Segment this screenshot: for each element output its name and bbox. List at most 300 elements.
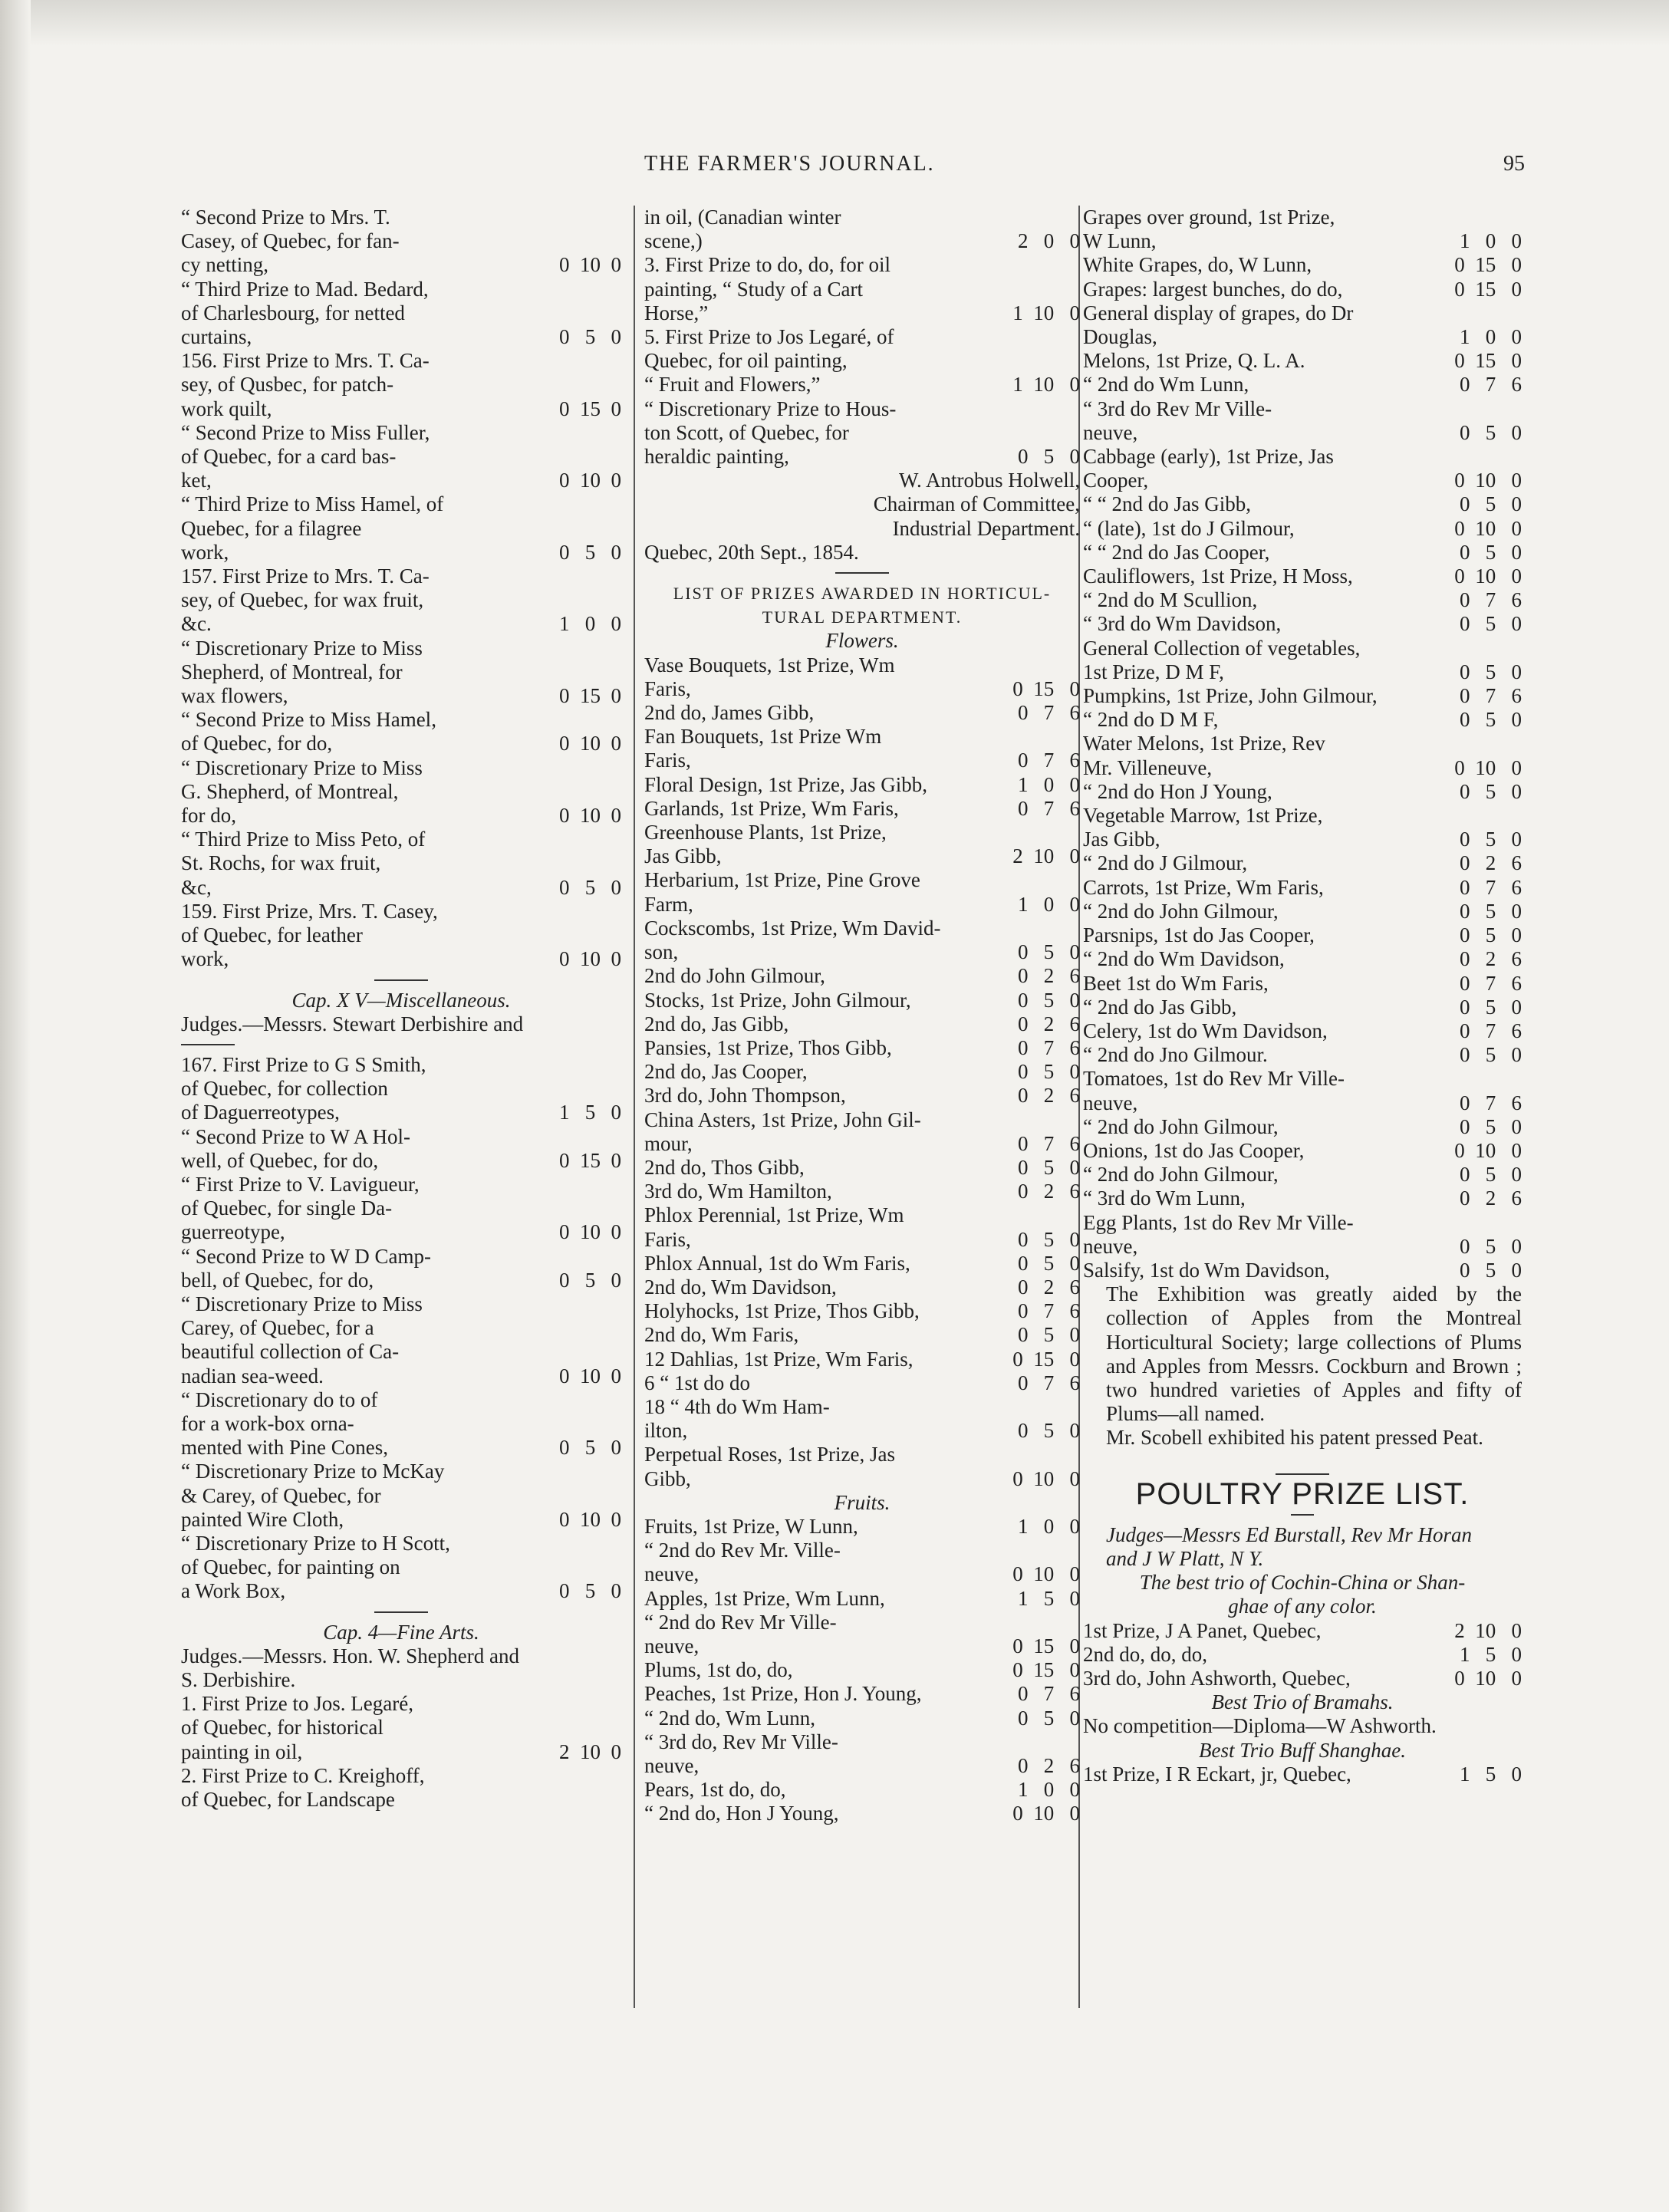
prize-amount: 0 7 6 [1460,588,1522,612]
class-heading: Best Trio Buff Shanghae. [1199,1738,1406,1762]
prize-description: “ 2nd do Wm Davidson, [1083,947,1285,971]
prize-entry [181,1053,621,1125]
prize-list [644,653,1080,1491]
prize-description: “ 3rd do Rev Mr Ville- neuve, [1083,397,1272,444]
section-divider [1276,1473,1329,1475]
prize-description: “ 2nd do D M F, [1083,708,1219,732]
exhibition-note: The Exhibition was greatly aided by the collection of Apples from the Montreal Horticultural Society; large collections of Plums and Apples from Messrs. Cockburn and Brown ; two hundred varieties of Apples and fifty of Plums—all named. [1106,1282,1522,1426]
prize-entry [181,349,621,421]
prize-amount: 0 5 0 [1018,1419,1080,1443]
prize-description: Pears, 1st do, do, [644,1778,786,1802]
prize-amount: 0 5 0 [1460,1043,1522,1067]
prize-entry [181,492,621,565]
prize-amount: 0 15 0 [559,1148,621,1172]
prize-description: 5. First Prize to Jos Legaré, of Quebec, for oil painting, “ Fruit and Flowers,” [644,325,894,397]
prize-description: 167. First Prize to G S Smith, of Quebec, for collection of Daguerreotypes, [181,1052,426,1124]
prize-amount: 1 5 0 [1018,1586,1080,1610]
prize-entry [1083,253,1522,277]
prize-amount: 0 7 6 [1460,373,1522,397]
prize-amount: 0 15 0 [1012,1658,1080,1682]
prize-entry [644,1156,1080,1180]
prize-entry [644,1012,1080,1036]
prize-amount: 0 5 0 [1460,420,1522,444]
prize-description: “ “ 2nd do Jas Gibb, [1083,492,1251,516]
prize-description: “ “ 2nd do Jas Cooper, [1083,540,1270,564]
prize-description: “ (late), 1st do J Gilmour, [1083,516,1295,540]
prize-entry [181,900,621,972]
prize-amount: 0 2 6 [1460,947,1522,971]
section-divider [1291,1514,1314,1516]
prize-description: 12 Dahlias, 1st Prize, Wm Faris, [644,1347,914,1371]
prize-amount: 0 15 0 [1012,1634,1080,1657]
prize-description: 3rd do, John Thompson, [644,1084,846,1108]
prize-entry [1083,565,1522,588]
prize-entry [1083,301,1522,349]
prize-entry [644,397,1080,469]
prize-entry [644,1203,1080,1251]
prize-description: Pumpkins, 1st Prize, John Gilmour, [1083,684,1378,708]
prize-amount: 0 7 6 [1460,875,1522,899]
prize-amount: 0 10 0 [1454,516,1522,540]
prize-description: Parsnips, 1st do Jas Cooper, [1083,923,1315,947]
prize-amount: 0 10 0 [1454,755,1522,779]
prize-entry [644,821,1080,868]
prize-amount: 0 10 0 [1012,1802,1080,1825]
prize-entry [644,773,1080,797]
prize-amount: 0 2 6 [1460,1187,1522,1210]
prize-amount: 1 10 0 [1012,373,1080,397]
judges-line: Judges.—Messrs. Hon. W. Shepherd and S. Derbishire. [181,1644,519,1691]
prize-entry [644,1323,1080,1347]
prize-amount: 1 10 0 [1012,301,1080,324]
prize-description: General Collection of vegetables, 1st Prize, D M F, [1083,636,1361,683]
prize-description: “ Discretionary Prize to Miss Shepherd, of Montreal, for wax flowers, [181,636,423,708]
prize-description: Grapes: largest bunches, do do, [1083,277,1343,301]
prize-entry [644,917,1080,964]
prize-description: Melons, 1st Prize, Q. L. A. [1083,349,1305,373]
prize-amount: 0 5 0 [559,1268,621,1292]
prize-amount: 0 7 6 [1460,971,1522,995]
prize-amount: 0 5 0 [1018,940,1080,964]
prize-list [181,1692,621,1812]
prize-amount: 0 5 0 [1460,1234,1522,1258]
prize-description: “ 3rd do Wm Davidson, [1083,612,1282,636]
prize-description: “ Second Prize to W A Hol- well, of Quebec, for do, [181,1124,410,1172]
prize-entry [1083,517,1522,541]
prize-entry [644,1060,1080,1084]
prize-entry [644,1587,1080,1611]
prize-entry [644,1707,1080,1730]
prize-description: Salsify, 1st do Wm Davidson, [1083,1258,1330,1282]
prize-entry [644,1730,1080,1778]
signature-block: W. Antrobus Holwell, Chairman of Committee, Industrial Department. [873,469,1080,540]
prize-amount: 0 10 0 [559,804,621,828]
prize-description: Cockscombs, 1st Prize, Wm David- son, [644,916,941,964]
prize-entry [1083,708,1522,732]
prize-entry [644,206,1080,253]
prize-entry [1083,1067,1522,1114]
prize-amount: 0 5 0 [1018,1155,1080,1179]
prize-entry [644,1348,1080,1371]
prize-entry [1083,492,1522,516]
prize-amount: 0 5 0 [1460,779,1522,803]
prize-entry [1083,923,1522,947]
prize-description: China Asters, 1st Prize, John Gil- mour, [644,1108,921,1155]
peat-note: Mr. Scobell exhibited his patent pressed Peat. [1106,1426,1483,1450]
prize-amount: 0 5 0 [1018,1251,1080,1275]
prize-description: “ Discretionary Prize to Miss Carey, of Quebec, for a beautiful collection of Ca- nadian sea-weed. [181,1292,423,1387]
prize-entry [644,1611,1080,1658]
prize-description: “ Third Prize to Mad. Bedard, of Charlesbourg, for netted curtains, [181,277,429,349]
poultry-heading: POULTRY PRIZE LIST. [1135,1476,1470,1511]
page-number: 95 [1503,152,1525,176]
prize-amount: 0 7 6 [1460,1091,1522,1114]
prize-amount: 1 0 0 [559,612,621,636]
prize-amount: 0 5 0 [1460,1114,1522,1138]
prize-description: 159. First Prize, Mrs. T. Casey, of Quebec, for leather work, [181,899,438,971]
prize-description: Pansies, 1st Prize, Thos Gibb, [644,1035,892,1059]
prize-entry [1083,1259,1522,1282]
prize-description: Fan Bouquets, 1st Prize Wm Faris, [644,725,882,772]
prize-amount: 0 5 0 [1018,1323,1080,1347]
prize-entry [644,1371,1080,1395]
prize-amount: 1 5 0 [559,1101,621,1124]
class-heading: The best trio of Cochin-China or Shan- ghae of any color. [1139,1571,1466,1618]
prize-amount: 0 10 0 [559,1364,621,1387]
prize-description: “ Third Prize to Miss Hamel, of Quebec, for a filagree work, [181,492,444,564]
prize-amount: 0 5 0 [559,1579,621,1603]
prize-amount: 0 5 0 [1460,899,1522,923]
subsection-heading: Flowers. [825,629,899,653]
prize-entry [181,1173,621,1245]
prize-entry [644,868,1080,916]
chapter-heading: Cap. 4—Fine Arts. [323,1620,479,1644]
prize-description: “ Discretionary Prize to Hous- ton Scott, of Quebec, for heraldic painting, [644,397,897,469]
scan-edge-left [0,0,31,2212]
prize-description: 2nd do, Jas Gibb, [644,1012,789,1035]
prize-description: “ 2nd do, Hon J Young, [644,1802,839,1825]
prize-description: Greenhouse Plants, 1st Prize, Jas Gibb, [644,821,887,868]
prize-amount: 0 5 0 [559,875,621,899]
prize-description: 2nd do, James Gibb, [644,701,815,725]
prize-amount: 0 10 0 [559,947,621,971]
prize-entry [1083,1619,1522,1643]
prize-entry [1083,684,1522,708]
prize-entry [1083,637,1522,684]
prize-description: “ 2nd do Jno Gilmour. [1083,1043,1268,1067]
section-divider [374,979,428,981]
prize-entry [1083,947,1522,971]
prize-amount: 0 2 6 [1018,1180,1080,1203]
prize-entry [644,1180,1080,1203]
prize-entry [1083,1043,1522,1067]
prize-amount: 0 5 0 [1460,492,1522,516]
prize-description: “ Third Prize to Miss Peto, of St. Rochs, for wax fruit, &c, [181,828,426,899]
prize-description: 2nd do, Wm Davidson, [644,1275,837,1299]
prize-amount: 0 2 6 [1460,851,1522,875]
prize-amount: 0 2 6 [1018,1754,1080,1777]
prize-amount: 0 5 0 [1018,988,1080,1012]
prize-description: General display of grapes, do Dr Douglas, [1083,301,1354,349]
section-divider [835,572,889,574]
prize-entry [1083,349,1522,373]
prize-amount: 0 10 0 [559,469,621,492]
prize-amount: 0 5 0 [1460,828,1522,851]
prize-entry [1083,876,1522,900]
prize-entry [181,1692,621,1764]
prize-description: “ Second Prize to W D Camp- bell, of Quebec, for do, [181,1244,431,1292]
prize-amount: 2 10 0 [1454,1618,1522,1642]
prize-list [644,206,1080,469]
prize-amount: 0 10 0 [559,1507,621,1531]
prize-amount: 0 10 0 [1454,1666,1522,1690]
prize-entry [181,756,621,828]
prize-description: Grapes over ground, 1st Prize, W Lunn, [1083,206,1335,253]
dateline: Quebec, 20th Sept., 1854. [644,540,859,564]
prize-entry [1083,373,1522,397]
prize-description: Phlox Annual, 1st do Wm Faris, [644,1251,910,1275]
prize-description: “ 2nd do Jas Gibb, [1083,995,1237,1019]
judges-line: Judges.—Messrs. Stewart Derbishire and [181,1012,524,1035]
prize-description: 1st Prize, J A Panet, Quebec, [1083,1618,1322,1642]
prize-amount: 0 7 6 [1018,701,1080,725]
prize-description: Garlands, 1st Prize, Wm Faris, [644,796,899,820]
prize-amount: 1 5 0 [1460,1762,1522,1786]
prize-entry [181,421,621,493]
prize-description: 3rd do, Wm Hamilton, [644,1180,832,1203]
prize-amount: 0 5 0 [1460,995,1522,1019]
prize-description: “ Discretionary do to of for a work-box orna- mented with Pine Cones, [181,1387,388,1460]
prize-amount: 0 5 0 [559,325,621,349]
prize-entry [181,708,621,755]
prize-entry [1083,1163,1522,1187]
prize-amount: 0 15 0 [1454,277,1522,301]
prize-description: 156. First Prize to Mrs. T. Ca- sey, of Qusbec, for patch- work quilt, [181,349,430,420]
prize-amount: 0 5 0 [559,540,621,564]
prize-description: “ 2nd do John Gilmour, [1083,1114,1279,1138]
prize-entry [181,565,621,637]
prize-amount: 0 2 6 [1018,964,1080,988]
prize-amount: 1 5 0 [1460,1642,1522,1666]
prize-list [1083,1763,1522,1786]
prize-description: “ 2nd do Rev Mr Ville- neuve, [644,1610,837,1657]
prize-amount: 0 7 6 [1018,1035,1080,1059]
prize-amount: 0 10 0 [1012,1466,1080,1490]
prize-amount: 0 5 0 [1460,1258,1522,1282]
prize-description: Floral Design, 1st Prize, Jas Gibb, [644,772,927,796]
prize-entry [644,1108,1080,1156]
column-rule [634,206,635,2008]
prize-amount: 1 0 0 [1018,772,1080,796]
prize-entry [644,653,1080,701]
prize-list [1083,1619,1522,1691]
prize-entry [1083,1139,1522,1163]
prize-amount: 0 5 0 [1460,612,1522,636]
prize-description: “ 2nd do John Gilmour, [1083,1163,1279,1187]
prize-amount: 0 2 6 [1018,1275,1080,1299]
prize-description: 2nd do, do, do, [1083,1642,1207,1666]
prize-entry [1083,278,1522,301]
prize-entry [181,1460,621,1532]
prize-amount: 0 15 0 [559,684,621,708]
prize-entry [181,1245,621,1292]
prize-list [181,1053,621,1604]
prize-description: Peaches, 1st Prize, Hon J. Young, [644,1682,922,1706]
prize-entry [1083,1667,1522,1690]
prize-entry [644,1395,1080,1443]
prize-amount: 1 0 0 [1018,1514,1080,1538]
prize-description: “ 3rd do Wm Lunn, [1083,1187,1246,1210]
prize-amount: 1 0 0 [1018,1778,1080,1802]
prize-entry [181,278,621,350]
prize-amount: 1 0 0 [1460,229,1522,253]
prize-description: “ 2nd do M Scullion, [1083,588,1258,612]
prize-entry [644,1084,1080,1108]
prize-description: Celery, 1st do Wm Davidson, [1083,1019,1328,1042]
prize-amount: 0 7 6 [1018,1682,1080,1706]
prize-entry [644,1539,1080,1586]
prize-description: Egg Plants, 1st do Rev Mr Ville- neuve, [1083,1210,1354,1258]
prize-description: Onions, 1st do Jas Cooper, [1083,1138,1305,1162]
prize-amount: 0 15 0 [559,397,621,420]
prize-description: 1st Prize, I R Eckart, jr, Quebec, [1083,1762,1351,1786]
prize-amount: 0 5 0 [1018,1227,1080,1251]
prize-entry [644,725,1080,772]
prize-entry [181,1388,621,1460]
prize-entry [1083,1019,1522,1043]
prize-amount: 0 5 0 [1018,1060,1080,1084]
prize-description: 2nd do, Thos Gibb, [644,1155,805,1179]
prize-amount: 0 15 0 [1012,1347,1080,1371]
prize-description: 3rd do, John Ashworth, Quebec, [1083,1666,1351,1690]
prize-entry [644,1802,1080,1825]
prize-entry [1083,1187,1522,1210]
prize-entry [1083,780,1522,804]
prize-description: Fruits, 1st Prize, W Lunn, [644,1514,858,1538]
prize-entry [644,325,1080,397]
prize-amount: 0 15 0 [1454,253,1522,277]
prize-description: Holyhocks, 1st Prize, Thos Gibb, [644,1299,920,1323]
prize-entry [1083,804,1522,851]
prize-amount: 0 5 0 [1460,540,1522,564]
prize-amount: 0 10 0 [559,253,621,277]
prize-entry [1083,900,1522,923]
prize-description: “ Second Prize to Miss Hamel, of Quebec, for do, [181,708,436,755]
prize-description: White Grapes, do, W Lunn, [1083,253,1312,277]
prize-amount: 0 5 0 [1018,1706,1080,1730]
prize-amount: 0 5 0 [1460,708,1522,732]
prize-description: 3. First Prize to do, do, for oil painting, “ Study of a Cart Horse,” [644,253,890,324]
prize-description: 2. First Prize to C. Kreighoff, of Quebec, for Landscape [181,1763,425,1811]
prize-amount: 0 5 0 [559,1436,621,1460]
prize-description: “ Second Prize to Miss Fuller, of Quebec, for a card bas- ket, [181,420,430,492]
prize-entry [1083,972,1522,996]
prize-description: “ 2nd do J Gilmour, [1083,851,1248,875]
prize-description: “ Second Prize to Mrs. T. Casey, of Quebec, for fan- cy netting, [181,206,400,277]
prize-amount: 0 5 0 [1460,1163,1522,1187]
prize-description: “ 2nd do Rev Mr. Ville- neuve, [644,1539,841,1586]
prize-description: 6 “ 1st do do [644,1371,750,1394]
prize-amount: 0 2 6 [1018,1012,1080,1035]
prize-description: Carrots, 1st Prize, Wm Faris, [1083,875,1324,899]
prize-amount: 0 5 0 [1460,660,1522,683]
prize-description: 2nd do John Gilmour, [644,964,825,988]
prize-amount: 0 10 0 [1454,565,1522,588]
prize-amount: 0 10 0 [559,732,621,755]
prize-description: “ 2nd do Hon J Young, [1083,779,1272,803]
prize-entry [1083,541,1522,565]
prize-amount: 0 7 6 [1018,1299,1080,1323]
prize-amount: 0 10 0 [1454,469,1522,492]
prize-entry [1083,851,1522,875]
prize-entry [1083,588,1522,612]
prize-description: Apples, 1st Prize, Wm Lunn, [644,1586,885,1610]
prize-entry [644,1682,1080,1706]
prize-list [1083,206,1522,1282]
section-divider [181,1044,235,1045]
column-3 [1083,206,1522,1786]
prize-description: “ 2nd do, Wm Lunn, [644,1706,815,1730]
prize-amount: 0 5 0 [1018,445,1080,469]
column-1 [181,206,621,1812]
prize-entry [644,701,1080,725]
chapter-heading: Cap. X V—Miscellaneous. [291,988,511,1012]
prize-entry [1083,996,1522,1019]
class-heading: Best Trio of Bramahs. [1211,1690,1394,1714]
prize-description: Water Melons, 1st Prize, Rev Mr. Villeneuve, [1083,732,1325,779]
prize-entry [644,797,1080,821]
prize-description: “ Discretionary Prize to McKay & Carey, of Quebec, for painted Wire Cloth, [181,1460,445,1531]
prize-amount: 0 10 0 [1454,1138,1522,1162]
prize-amount: 0 10 0 [1012,1562,1080,1586]
prize-description: “ First Prize to V. Lavigueur, of Quebec, for single Da- guerreotype, [181,1172,420,1244]
prize-amount: 0 15 0 [1454,349,1522,373]
prize-amount: 0 7 6 [1460,684,1522,708]
prize-entry [181,1125,621,1173]
prize-description: 18 “ 4th do Wm Ham- ilton, [644,1394,830,1443]
prize-entry [644,1515,1080,1539]
prize-description: 1. First Prize to Jos. Legaré, of Quebec, for historical painting in oil, [181,1692,413,1763]
prize-description: “ 2nd do John Gilmour, [1083,899,1279,923]
prize-amount: 0 15 0 [1012,676,1080,700]
prize-entry [644,1443,1080,1490]
prize-amount: 0 7 6 [1460,1019,1522,1042]
judges-line: Judges—Messrs Ed Burstall, Rev Mr Horan and J W Platt, N Y. [1106,1522,1472,1570]
prize-description: Cauliflowers, 1st Prize, H Moss, [1083,565,1353,588]
prize-description: Plums, 1st do, do, [644,1658,793,1682]
prize-description: 2nd do, Wm Faris, [644,1323,799,1347]
section-divider [374,1611,428,1613]
prize-entry [1083,1211,1522,1259]
prize-description: Stocks, 1st Prize, John Gilmour, [644,988,911,1012]
section-heading: LIST OF PRIZES AWARDED IN HORTICUL- TURAL DEPARTMENT. [673,584,1052,627]
prize-amount: 0 2 6 [1018,1084,1080,1108]
prize-entry [644,1036,1080,1060]
prize-entry [1083,1643,1522,1667]
prize-description: “ 3rd do, Rev Mr Ville- neuve, [644,1730,838,1777]
prize-amount: 0 10 0 [559,1220,621,1244]
no-competition-line: No competition—Diploma—W Ashworth. [1083,1714,1437,1738]
prize-description: Phlox Perennial, 1st Prize, Wm Faris, [644,1203,904,1251]
prize-description: Herbarium, 1st Prize, Pine Grove Farm, [644,868,920,916]
prize-entry [181,828,621,900]
running-head: THE FARMER'S JOURNAL. [644,152,935,176]
prize-entry [1083,445,1522,492]
prize-entry [181,206,621,278]
prize-amount: 0 7 6 [1018,1371,1080,1394]
prize-entry [644,1299,1080,1323]
prize-description: Perpetual Roses, 1st Prize, Jas Gibb, [644,1443,895,1490]
